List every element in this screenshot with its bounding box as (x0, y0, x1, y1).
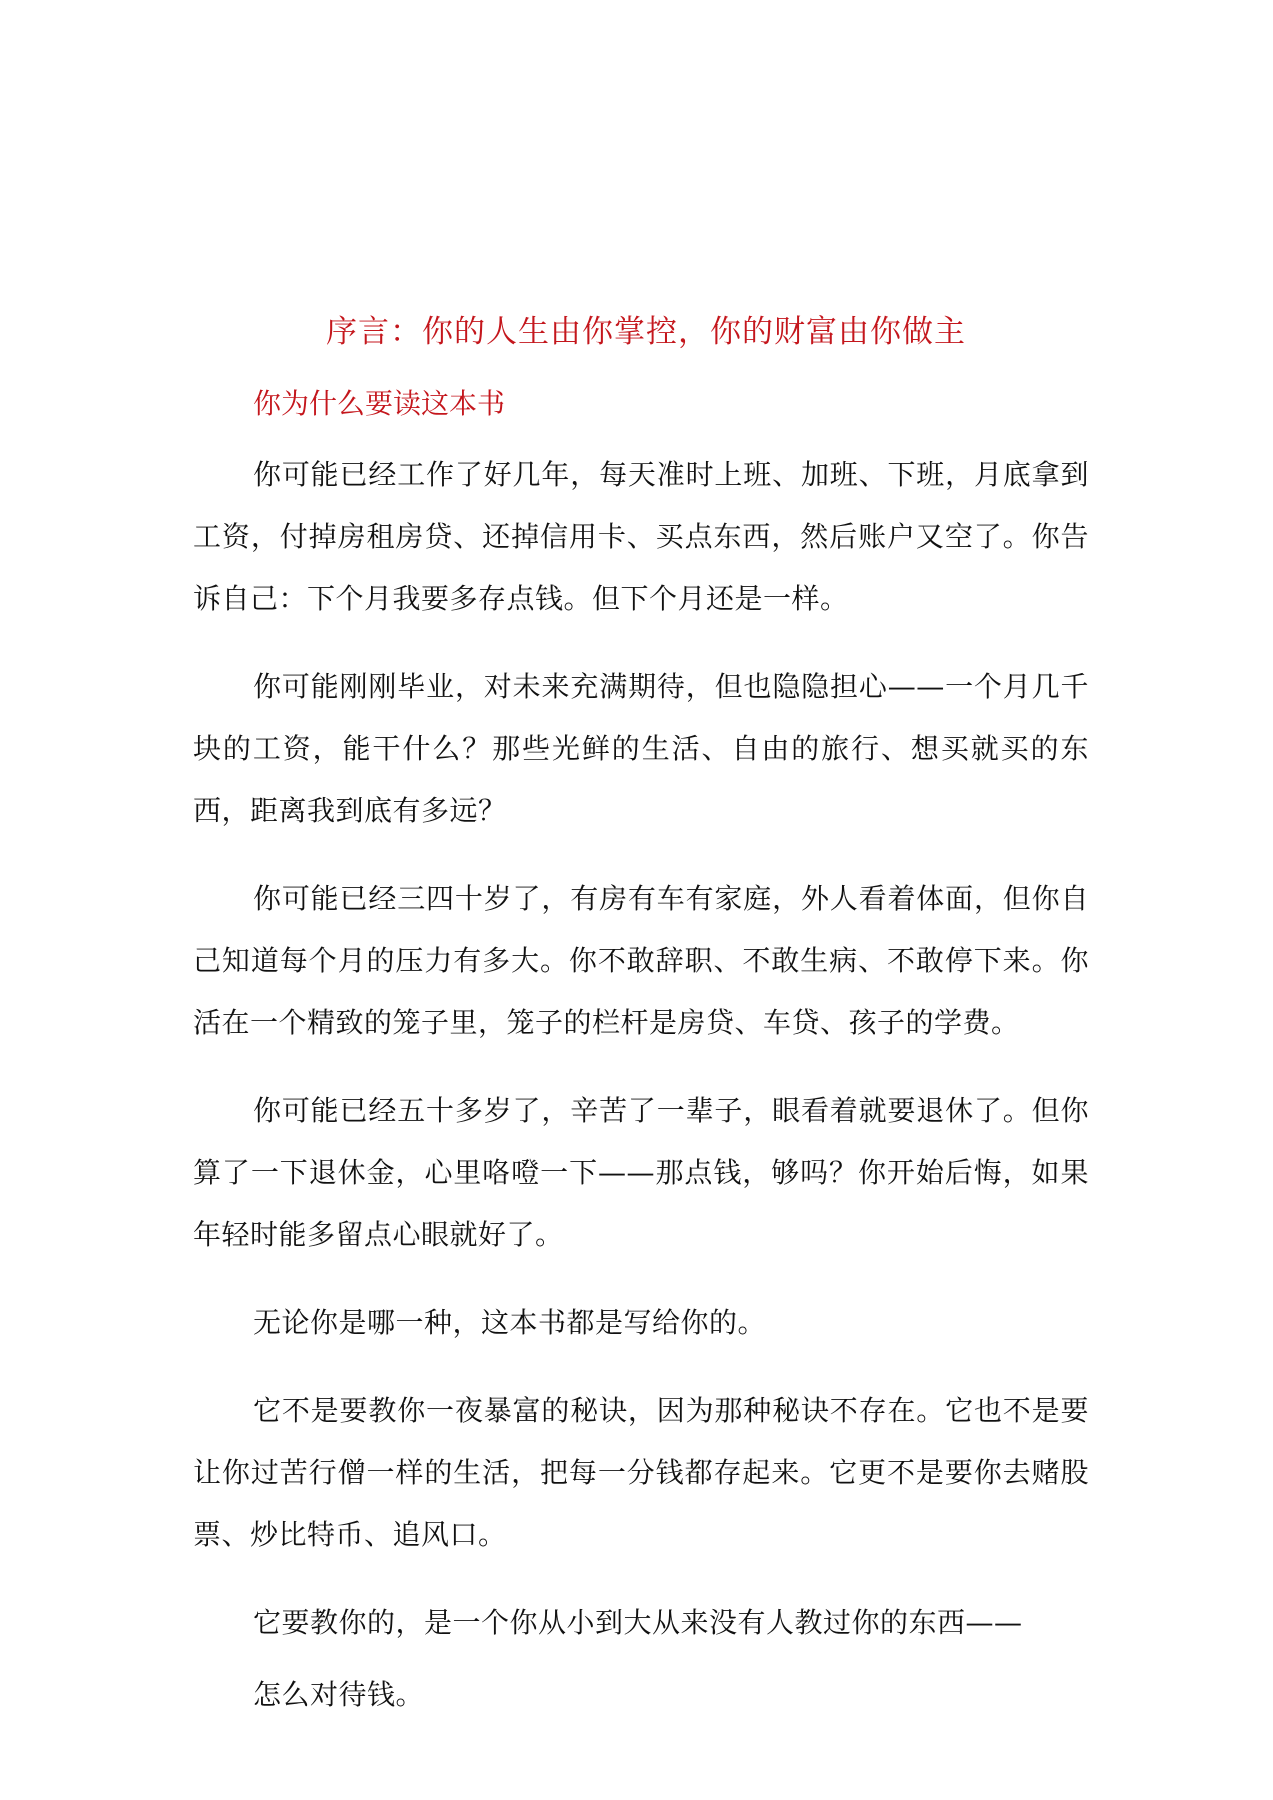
page-content (193, 310, 1089, 1726)
preface-title: 序言：你的人生由你掌控，你的财富由你做主 (326, 314, 966, 350)
paragraph-2: 你可能刚刚毕业，对未来充满期待，但也隐隐担心——一个月几千块的工资，能干什么？那些光鲜的生活、自由的旅行、想买就买的东西，距离我到底有多远？ (193, 670, 1089, 827)
paragraph-5: 无论你是哪一种，这本书都是写给你的。 (253, 1306, 767, 1339)
paragraph-8: 怎么对待钱。 (253, 1678, 425, 1711)
paragraph-3: 你可能已经三四十岁了，有房有车有家庭，外人看着体面，但你自己知道每个月的压力有多大。你不敢辞职、不敢生病、不敢停下来。你活在一个精致的笼子里，笼子的栏杆是房贷、车贷、孩子的学费。 (193, 882, 1089, 1039)
paragraph-1: 你可能已经工作了好几年，每天准时上班、加班、下班，月底拿到工资，付掉房租房贷、还掉信用卡、买点东西，然后账户又空了。你告诉自己：下个月我要多存点钱。但下个月还是一样。 (193, 458, 1089, 615)
paragraph-7: 它要教你的，是一个你从小到大从来没有人教过你的东西—— (253, 1606, 1023, 1639)
paragraph-4: 你可能已经五十多岁了，辛苦了一辈子，眼看着就要退休了。但你算了一下退休金，心里咯噔一下——那点钱，够吗？你开始后悔，如果年轻时能多留点心眼就好了。 (193, 1094, 1089, 1251)
section-heading: 你为什么要读这本书 (253, 387, 506, 420)
paragraph-6: 它不是要教你一夜暴富的秘诀，因为那种秘诀不存在。它也不是要让你过苦行僧一样的生活，把每一分钱都存起来。它更不是要你去赌股票、炒比特币、追风口。 (193, 1394, 1089, 1551)
